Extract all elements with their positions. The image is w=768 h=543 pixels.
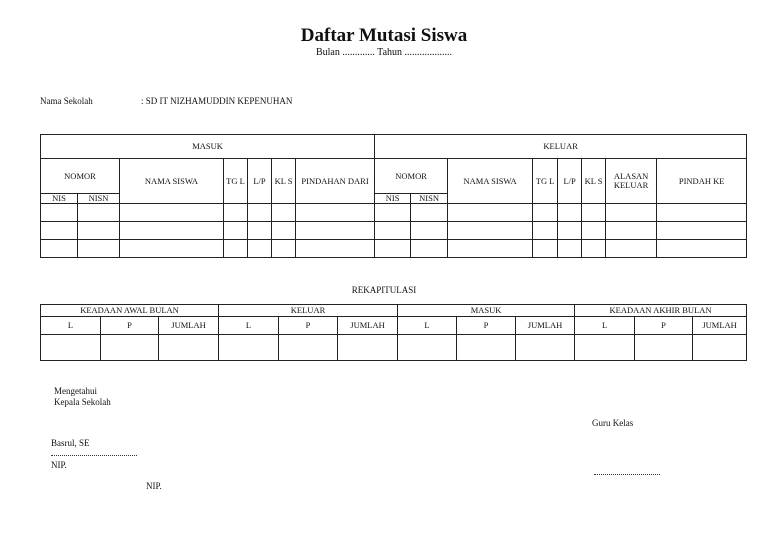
rekap-p: P [635,317,693,335]
rekap-l: L [41,317,101,335]
lp-out-header: L/P [558,159,582,204]
masuk-header: MASUK [41,135,375,159]
nama-siswa-in-header: NAMA SISWA [120,159,224,204]
nomor-out-header: NOMOR [375,159,448,194]
nama-siswa-out-header: NAMA SISWA [448,159,533,204]
nip-center-label: NIP. [146,481,162,491]
mengetahui-label: Mengetahui [54,386,97,396]
tgl-out-header: TG L [533,159,558,204]
rekap-group-masuk: MASUK [398,305,575,317]
nisn-in-header: NISN [78,194,120,204]
keluar-header: KELUAR [375,135,747,159]
table-row [41,335,747,361]
page-title: Daftar Mutasi Siswa [300,25,468,46]
rekap-table [40,304,747,361]
nisn-out-header: NISN [411,194,448,204]
table-row [41,204,747,222]
tgl-in-header: TG L [224,159,248,204]
kepala-sekolah-label: Kepala Sekolah [54,397,111,407]
pindah-ke-header: PINDAH KE [657,159,747,204]
pindahan-dari-header: PINDAHAN DARI [296,159,375,204]
rekap-p: P [457,317,516,335]
rekap-group-akhir: KEADAAN AKHIR BULAN [575,305,747,317]
rekap-jumlah: JUMLAH [693,317,747,335]
nis-out-header: NIS [375,194,411,204]
rekap-p: P [279,317,338,335]
signature-line-right [594,474,660,475]
alasan-keluar-header: ALASAN KELUAR [606,159,657,204]
rekap-group-keluar: KELUAR [219,305,398,317]
table-row [41,240,747,258]
nomor-in-header: NOMOR [41,159,120,194]
nis-in-header: NIS [41,194,78,204]
period-line: Bulan ............. Tahun ................... [315,47,453,58]
guru-kelas-label: Guru Kelas [592,418,634,428]
signature-line-left [51,455,137,456]
rekap-group-awal: KEADAAN AWAL BULAN [41,305,219,317]
rekap-p: P [101,317,159,335]
rekap-title: REKAPITULASI [351,285,417,295]
rekap-l: L [575,317,635,335]
principal-name: Basrul, SE [51,438,90,448]
rekap-l: L [398,317,457,335]
school-name: : SD IT NIZHAMUDDIN KEPENUHAN [141,96,293,106]
nip-left-label: NIP. [51,460,67,470]
rekap-l: L [219,317,279,335]
lp-in-header: L/P [248,159,272,204]
rekap-jumlah: JUMLAH [516,317,575,335]
kls-out-header: KL S [582,159,606,204]
rekap-jumlah: JUMLAH [159,317,219,335]
mutasi-table [40,134,747,258]
rekap-jumlah: JUMLAH [338,317,398,335]
kls-in-header: KL S [272,159,296,204]
table-row [41,222,747,240]
school-label: Nama Sekolah [40,96,93,106]
